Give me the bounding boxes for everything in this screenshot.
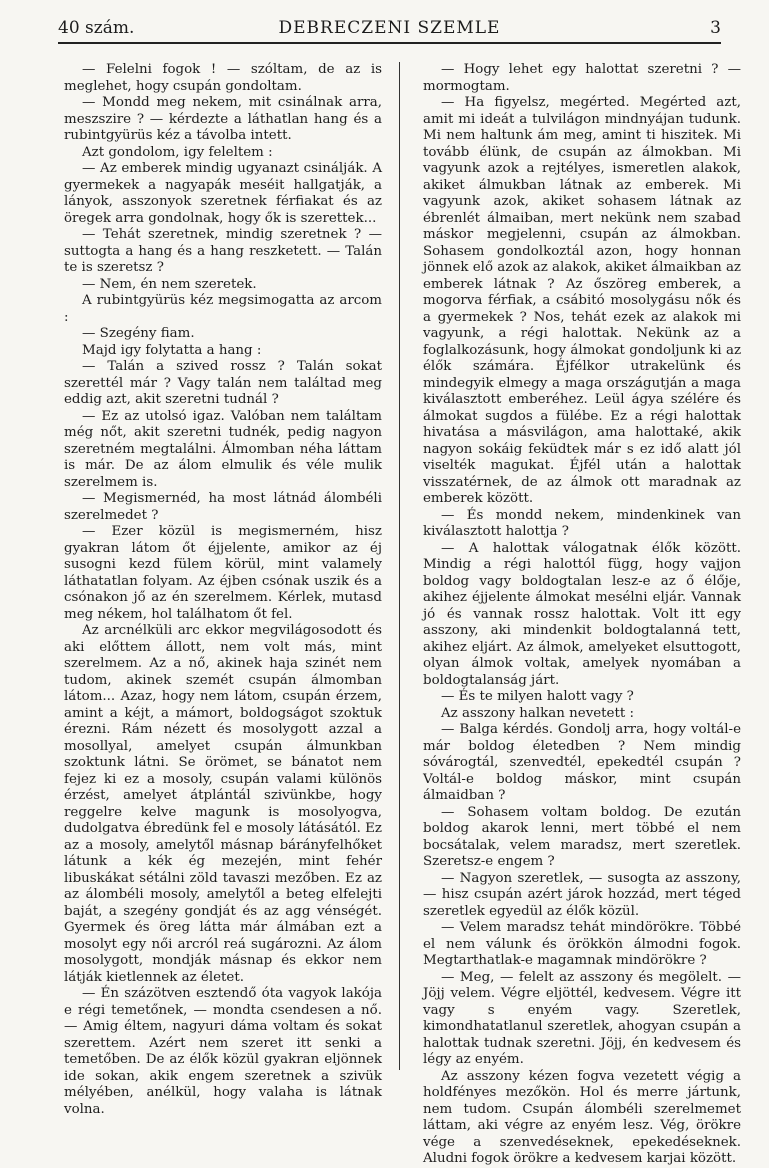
paragraph: — Ezer közül is megismerném, hisz gyakran látom őt éjjelente, amikor az éj susogni kezd fülem körül, mint valamely láthatatlan folyam. Az éjben csónak uszik és a csónakon jő az én szerelmem. Kérlek, mutasd meg nékem, hol találhatom őt fel. (64, 524, 382, 622)
paragraph: — Nagyon szeretlek, — susogta az asszony, — hisz csupán azért járok hozzád, mert téged szeretlek egyedül az élők közül. (423, 870, 741, 919)
paragraph: — És te milyen halott vagy ? (441, 689, 634, 704)
paragraph: — Én százötven esztendő óta vagyok lakója e régi temetőnek, — mondta csendesen a nő. — Amig éltem, nagyuri dáma voltam és sokat szerettem. Azért nem szeret itt senki a temetőben. De az élők közül gyakran eljönnek ide sokan, akik engem szeretnek a szivük mélyében, anélkül, hogy valaha is látnak volna. (64, 986, 382, 1117)
paragraph: — És mondd nekem, mindenkinek van kiválasztott halottja ? (423, 507, 741, 539)
paragraph: — Megismernéd, ha most látnád álombéli szerelmedet ? (64, 491, 382, 523)
paragraph: Azt gondolom, igy feleltem : (82, 144, 273, 160)
paragraph: — Szegény fiam. (82, 326, 195, 341)
paragraph: — Ez az utolsó igaz. Valóban nem találtam még nőt, akit szeretni tudnék, pedig nagyon szeretném megtalálni. Álmomban néha láttam is már. De az álom elmulik és véle mulik szerelmem is. (64, 408, 382, 490)
paragraph: — Sohasem voltam boldog. De ezután boldog akarok lenni, mert többé el nem bocsátalak, velem maradsz, mert szeretlek. Szeretsz-e engem ? (423, 804, 741, 869)
paragraph: — Mondd meg nekem, mit csinálnak arra, meszszire ? — kérdezte a láthatlan hang és a rubintgyürüs kéz a távolba intett. (64, 95, 382, 143)
paragraph: A rubintgyürüs kéz megsimogatta az arcom : (64, 293, 382, 325)
paragraph: — Meg, — felelt az asszony és megölelt. — Jöjj velem. Végre eljöttél, kedvesem. Végre itt vagy s enyém vagy. Szeretlek, kimondhatatlanul szeretlek, ahogyan csupán a halottak tudnak szeretni. Jöjj, én kedvesem és légy az enyém. (423, 969, 741, 1067)
page-header (58, 14, 721, 44)
paragraph: — Balga kérdés. Gondolj arra, hogy voltál-e már boldog életedben ? Nem mindig sóvárogtál, szenvedtél, epekedtél csupán ? Voltál-e boldog máskor, mint csupán álmaidban ? (423, 722, 741, 803)
publication-title: DEBRECZENI SZEMLE (278, 18, 501, 38)
paragraph: Majd igy folytatta a hang : (82, 342, 262, 358)
paragraph: Az arcnélküli arc ekkor megvilágosodott és aki előttem állott, nem volt más, mint szerelmem. Az a nő, akinek haja szinét nem tudom, akinek szemét csupán álmomban látom... Azaz, hogy nem látom, csupán érzem, amint a kéjt, a mámort, boldogságot szoktuk érezni. Rám nézett és mosolygott azzal a mosollyal, amelyet csupán álmunkban szoktunk látni. Se örömet, se bánatot nem fejez ki ez a mosoly, csupán valami különös érzést, amelyet átplántál szivünkbe, hogy reggelre kelve magunk is mosolyogva, dudolgatva ébredünk fel e mosoly látásától. Ez az a mosoly, amelytől másnap bárányfelhőket látunk a kék ég mezején, mint fehér libuskákat sétálni zöld tavaszi mezőben. Ez az az álombéli mosoly, amelytől a beteg elfelejti baját, a szegény gondját és az agg vénségét. Gyermek és öreg látta már álmában ezt a mosolyt egy női arcról reá sugározni. Az álom mosolygott, mondják másnap és ekkor nem látják kietlennek az életet. (64, 623, 382, 985)
left-column (64, 62, 382, 1118)
paragraph: — Nem, én nem szeretek. (82, 276, 257, 292)
paragraph: Az asszony halkan nevetett : (441, 705, 635, 721)
paragraph: — A halottak válogatnak élők között. Mindig a régi halottól függ, hogy vajjon boldog vagy boldogtalan lesz-e az ő élője, akihez éjjelente álmokat mesélni eljár. Vannak jó és vannak rossz halottak. Volt itt egy asszony, aki mindenkit boldogtalanná tett, akihez eljárt. Az álmok, amelyeket elsuttogott, olyan álmok voltak, amelyek nyomában a boldogtalanság járt. (423, 540, 741, 688)
paragraph: — Ha figyelsz, megérted. Megérted azt, amit mi ideát a tulvilágon mindnyájan tudunk. Mi nem haltunk ám meg, amint ti hiszitek. Mi tovább élünk, de csupán az álmokban. Mi vagyunk azok a rejtélyes, ismeretlen alakok, akiket álmukban látnak az emberek. Mi vagyunk azok, akiket sohasem látnak az ébrenlét álmaiban, mert nekünk nem szabad máskor megjelenni, csupán az álmokban. Sohasem gondolkoztál azon, hogy honnan jönnek elő azok az alakok, akiket álmaikban az emberek látnak ? Az őszöreg emberek, a mogorva férfiak, a csábitó mosolygásu nők és a gyermekek ? Nos, tehát ezek az alakok mi vagyunk, a régi halottak. Nekünk az a foglalkozásunk, hogy álmokat gondoljunk ki az élők számára. Éjfélkor utrakelünk és mindegyik elmegy a maga országutján a maga kiválasztott emberéhez. Leül ágya szélére és álmokat sugdos a fülébe. Ez a régi halottak hivatása a másvilágon, ama halottaké, akik nagyon sokáig feküdtek már s ez idő alatt jól viselték magukat. Éjfél után a halottak visszatérnek, de az álmok ott maradnak az emberek között. (423, 95, 741, 506)
issue-number: 40 szám. (58, 18, 135, 38)
right-column (423, 62, 741, 1168)
paragraph: — Hogy lehet egy halottat szeretni ? — mormogtam. (423, 62, 741, 94)
paragraph: — Tehát szeretnek, mindig szeretnek ? — suttogta a hang és a hang reszketett. — Talán te is szeretsz ? (64, 227, 382, 275)
paragraph: Az asszony kézen fogva vezetett végig a holdfényes mezőkön. Hol és merre jártunk, nem tudom. Csupán álombéli szerelmemet láttam, aki végre az enyém lesz. Vég, örökre vége a szenvedéseknek, epekedéseknek. Aludni fogok örökre a kedvesem karjai között. (423, 1068, 741, 1166)
column-divider (399, 62, 400, 1070)
paragraph: — Velem maradsz tehát mindörökre. Többé el nem válunk és örökkön álmodni fogok. Megtarthatlak-e magamnak mindörökre ? (423, 920, 741, 968)
page-number: 3 (710, 18, 721, 38)
paragraph: — Az emberek mindig ugyanazt csinálják. A gyermekek a nagyapák meséit hallgatják, a lányok, asszonyok szeretnek férfiakat és az öregek arra gondolnak, hogy ők is szerettek... (64, 161, 382, 226)
paragraph: — Talán a szived rossz ? Talán sokat szerettél már ? Vagy talán nem találtad meg eddig azt, akit szeretni tudnál ? (64, 359, 382, 407)
paragraph: — Felelni fogok ! — szóltam, de az is meglehet, hogy csupán gondoltam. (64, 62, 382, 94)
